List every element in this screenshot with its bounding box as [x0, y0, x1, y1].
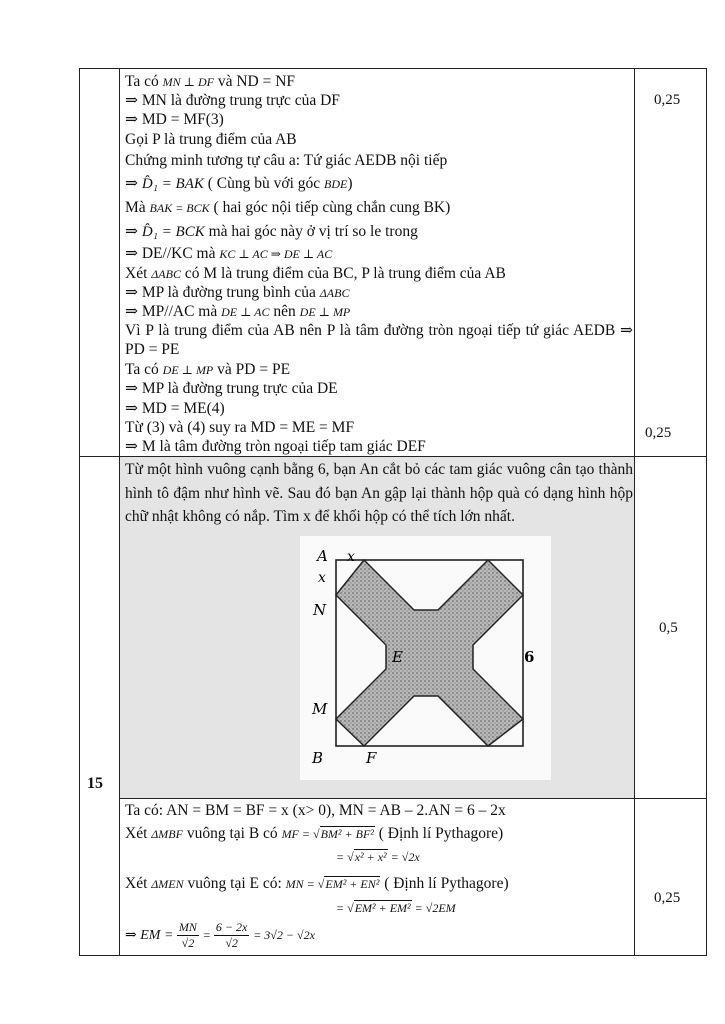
q14-line-5: Chứng minh tương tự câu a: Tứ giác AEDB nội tiếp [125, 152, 448, 169]
cutout-square-figure [300, 536, 551, 780]
label-x-top: x [347, 549, 355, 565]
q14-line-10: Xét ΔABC có M là trung điểm của BC, P là trung điểm của AB [125, 265, 506, 282]
q14-line-6: ⇒ D̂₁ = BAK ( Cùng bù với góc BDE) [125, 175, 353, 192]
label-six: 6 [524, 648, 535, 666]
column-divider-2 [634, 68, 635, 956]
q14-score-1: 0,25 [654, 92, 681, 108]
label-N: N [313, 601, 327, 619]
q15-solution-line-4: Xét ΔMEN vuông tại E có: MN = √EM² + EN² ( Định lí Pythagore) [125, 875, 509, 892]
column-divider-1 [119, 68, 120, 956]
label-E: E [392, 648, 403, 666]
q14-line-1: Ta có MN ⊥ DF và ND = NF [125, 73, 296, 90]
table-border-bottom [79, 955, 707, 956]
label-x-left: x [318, 570, 326, 586]
row-divider-15-sub [119, 798, 707, 799]
table-border-right [706, 68, 707, 956]
label-M: M [312, 700, 328, 718]
row-divider-14-15 [79, 456, 707, 457]
q15-score-problem: 0,5 [659, 620, 678, 636]
fraction-6-2x-over-root2: $\frac{6 - 2x}{√2}$ [215, 919, 248, 950]
q15-solution-line-2: Xét ΔMBF vuông tại B có MF = √BM² + BF² ( Định lí Pythagore) [125, 825, 504, 842]
label-A: A [317, 547, 328, 565]
q14-line-7: Mà BAK = BCK ( hai góc nội tiếp cùng chắn cung BK) [125, 199, 451, 216]
q14-line-8: ⇒ D̂₁ = BCK mà hai góc này ở vị trí so le trong [125, 223, 418, 240]
q14-score-2: 0,25 [645, 425, 672, 441]
q14-line-13: Ta có DE ⊥ MP và PD = PE [125, 361, 291, 378]
q15-solution-line-1: Ta có: AN = BM = BF = x (x> 0), MN = AB – 2.AN = 6 – 2x [125, 802, 506, 819]
table-border-left [79, 68, 80, 956]
question-number-15: 15 [87, 775, 103, 792]
fraction-mn-over-root2: $\frac{MN}{√2}$ [178, 919, 197, 950]
q14-paragraph: Vì P là trung điểm của AB nên P là tâm đường tròn ngoại tiếp tứ giác AEDB ⇒ PD = PE [125, 322, 633, 358]
q14-line-9: ⇒ DE//KC mà KC ⊥ AC ⇒ DE ⊥ AC [125, 245, 333, 262]
cutout-square-diagram [300, 536, 551, 780]
q15-solution-line-6: ⇒ EM = $\frac{MN}{√2}$ = $\frac{6 - 2x}{√2}$ = 3√2 − √2x [125, 919, 315, 950]
q14-line-2: ⇒ MN là đường trung trực của DF [125, 92, 340, 109]
q15-problem-text: Từ một hình vuông cạnh bằng 6, bạn An cắt bỏ các tam giác vuông cân tạo thành hình tô đậm như hình vẽ. Sau đó bạn An gập lại thành hộp quà có dạng hình hộp chữ nhật không có nắp. Tìm x để khối hộp có thể tích lớn nhất. [125, 461, 633, 525]
q14-line-14: ⇒ MP là đường trung trực của DE [125, 380, 338, 397]
q14-line-15: ⇒ MD = ME(4) [125, 400, 225, 417]
label-B: B [312, 749, 324, 767]
table-border-top [79, 68, 707, 69]
q14-line-17: ⇒ M là tâm đường tròn ngoại tiếp tam giác DEF [125, 438, 426, 455]
label-F: F [366, 749, 377, 767]
shaded-x-shape [336, 560, 523, 746]
q14-line-16: Từ (3) và (4) suy ra MD = ME = MF [125, 419, 355, 436]
q14-line-11: ⇒ MP là đường trung bình của ΔABC [125, 284, 350, 301]
q15-solution-line-3: = √x² + x² = √2x [336, 850, 420, 864]
q15-score-solution: 0,25 [654, 890, 681, 906]
q14-line-3: ⇒ MD = MF(3) [125, 111, 224, 128]
q14-line-12: ⇒ MP//AC mà DE ⊥ AC nên DE ⊥ MP [125, 303, 351, 320]
q14-line-4: Gọi P là trung điểm của AB [125, 131, 297, 148]
q15-solution-line-5: = √EM² + EM² = √2EM [336, 901, 456, 915]
